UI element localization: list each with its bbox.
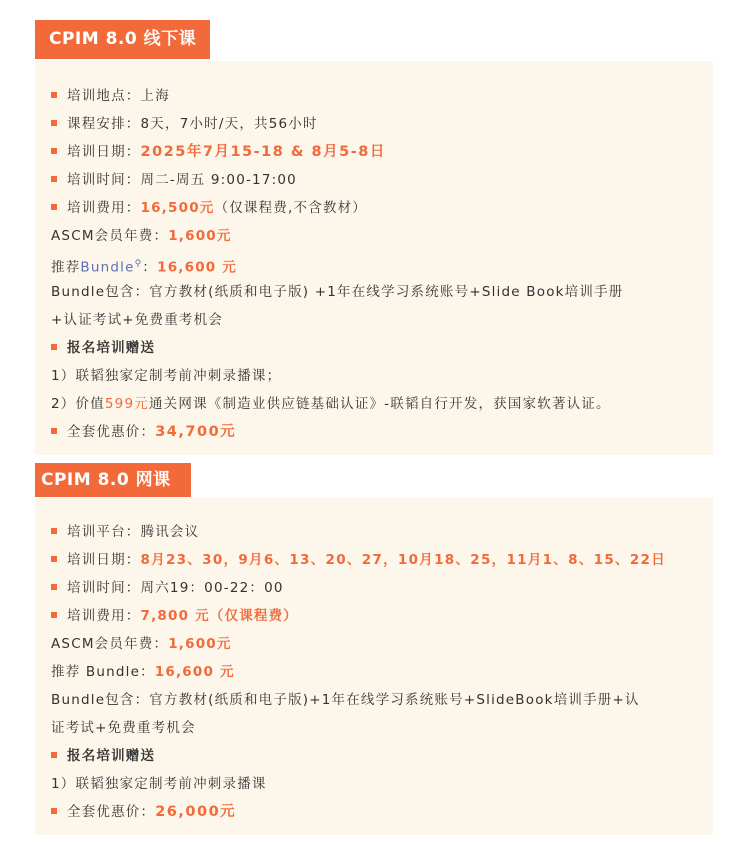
online-package-price-value: 26,000元 <box>155 804 237 820</box>
bundle-recommend-line: 推荐Bundle⚲：16,600 元 <box>51 259 238 276</box>
time-item: 培训时间：周二-周五 9:00-17:00 <box>51 170 703 190</box>
online-section <box>0 463 750 835</box>
online-bundle-includes-line-2: 证考试+免费重考机会 <box>51 720 196 736</box>
package-price-value: 34,700元 <box>155 424 237 440</box>
square-bullet-icon <box>51 344 57 350</box>
offline-section-title: CPIM 8.0 线下课 <box>35 20 210 59</box>
online-bundle-price: 16,600 元 <box>154 664 235 680</box>
gift-item-2: 2）价值599元通关网课《制造业供应链基础认证》-联韬自行开发，获国家软著认证。 <box>51 396 611 412</box>
square-bullet-icon <box>51 204 57 210</box>
gift-heading: 报名培训赠送 <box>51 338 703 358</box>
online-gift-item-1: 1）联韬独家定制考前冲刺录播课 <box>51 776 267 792</box>
bundle-includes-line-2: +认证考试+免费重考机会 <box>51 312 224 328</box>
search-icon[interactable]: ⚲ <box>134 259 143 269</box>
online-section-title: CPIM 8.0 网课 <box>35 463 191 497</box>
online-fee-value: 7,800 元（仅课程费） <box>140 608 299 624</box>
platform-item: 培训平台：腾讯会议 <box>51 522 703 542</box>
square-bullet-icon <box>51 428 57 434</box>
online-fee-item: 培训费用：7,800 元（仅课程费） <box>51 606 703 626</box>
bundle-includes-line-1: Bundle包含：官方教材(纸质和电子版) +1年在线学习系统账号+Slide Book培训手册 <box>51 284 624 300</box>
online-gift-heading: 报名培训赠送 <box>51 746 703 766</box>
fee-item: 培训费用：16,500元（仅课程费,不含教材） <box>51 198 703 218</box>
schedule-item: 课程安排：8天，7小时/天，共56小时 <box>51 114 703 134</box>
online-time-item: 培训时间：周六19：00-22：00 <box>51 578 703 598</box>
date-value: 2025年7月15-18 & 8月5-8日 <box>140 144 386 160</box>
bundle-price: 16,600 元 <box>157 259 238 276</box>
online-bundle-recommend-line: 推荐 Bundle：16,600 元 <box>51 664 235 680</box>
square-bullet-icon <box>51 752 57 758</box>
square-bullet-icon <box>51 612 57 618</box>
online-date-value: 8月23、30，9月6、13、20、27，10月18、25，11月1、8、15、22日 <box>140 552 667 568</box>
square-bullet-icon <box>51 176 57 182</box>
location-item: 培训地点：上海 <box>51 86 703 106</box>
square-bullet-icon <box>51 556 57 562</box>
online-card <box>35 498 713 835</box>
offline-card <box>35 61 713 455</box>
ascm-fee-line: ASCM会员年费：1,600元 <box>51 228 232 244</box>
square-bullet-icon <box>51 148 57 154</box>
square-bullet-icon <box>51 528 57 534</box>
bundle-link[interactable]: Bundle <box>80 259 135 276</box>
square-bullet-icon <box>51 92 57 98</box>
online-ascm-fee-line: ASCM会员年费：1,600元 <box>51 636 232 652</box>
online-ascm-fee-value: 1,600元 <box>168 636 232 652</box>
online-package-price-item: 全套优惠价：26,000元 <box>51 802 703 822</box>
square-bullet-icon <box>51 808 57 814</box>
square-bullet-icon <box>51 120 57 126</box>
fee-value: 16,500元 <box>140 200 215 216</box>
date-item: 培训日期：2025年7月15-18 & 8月5-8日 <box>51 142 703 162</box>
package-price-item: 全套优惠价：34,700元 <box>51 422 703 442</box>
gift-item-1: 1）联韬独家定制考前冲刺录播课； <box>51 368 282 384</box>
ascm-fee-value: 1,600元 <box>168 228 232 244</box>
offline-section <box>0 20 750 455</box>
online-date-item: 培训日期：8月23、30，9月6、13、20、27，10月18、25，11月1、8、15、22日 <box>51 550 703 570</box>
online-bundle-includes-line-1: Bundle包含：官方教材(纸质和电子版)+1年在线学习系统账号+SlideBook培训手册+认 <box>51 692 640 708</box>
square-bullet-icon <box>51 584 57 590</box>
gift-price: 599元 <box>104 396 149 412</box>
